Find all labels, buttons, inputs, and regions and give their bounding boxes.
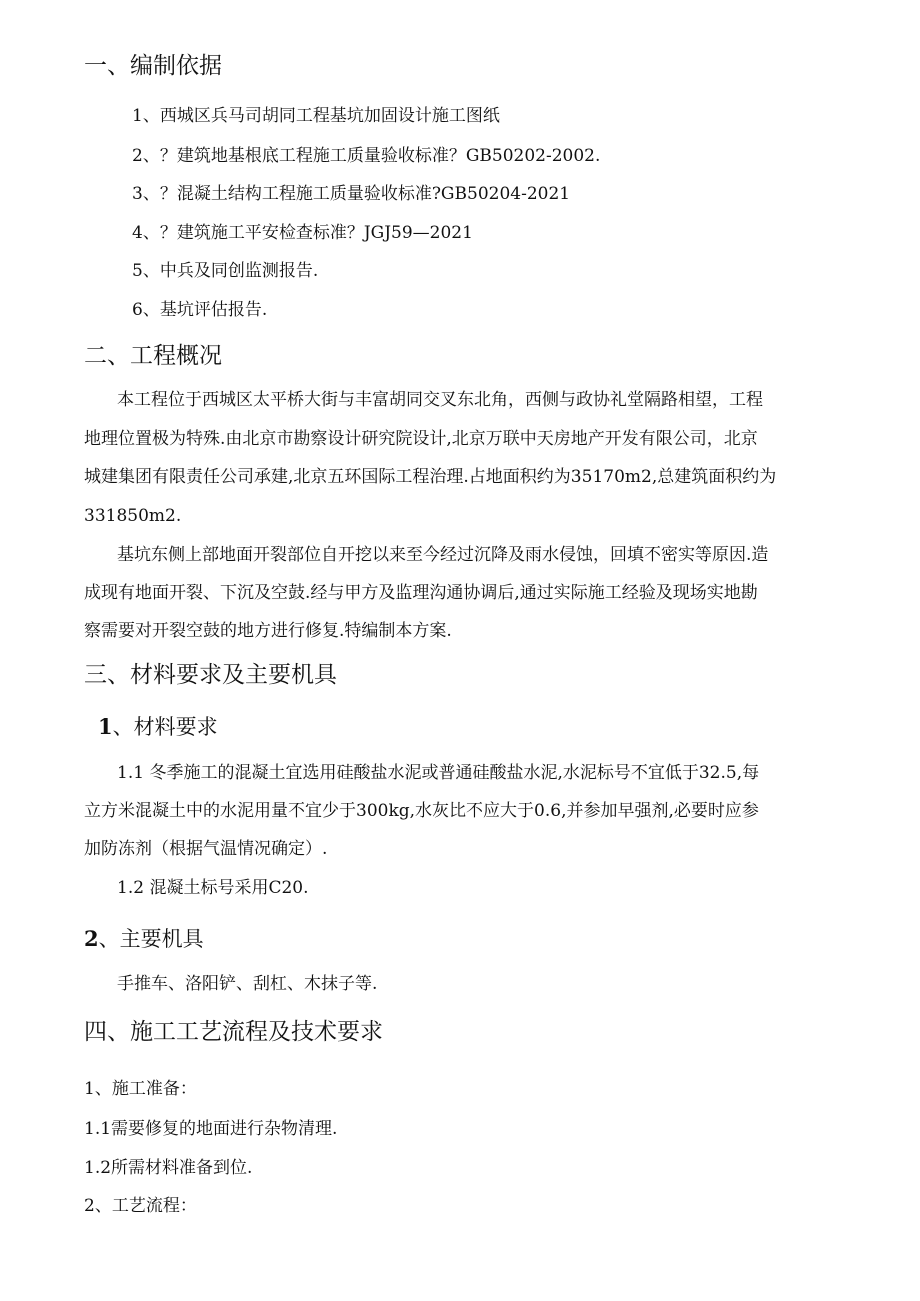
section-3-title: 三、材料要求及主要机具: [84, 662, 337, 688]
basis-item-3: 3、？混凝土结构工程施工质量验收标准?GB50204-2021: [132, 184, 571, 204]
overview-p1-line-1: 本工程位于西城区太平桥大街与丰富胡同交叉东北角，西侧与政协礼堂隔路相望，工程: [117, 390, 763, 410]
materials-p1-line-2: 立方米混凝土中的水泥用量不宜少于300kg,水灰比不应大于0.6,并参加早强剂,必要时应参: [84, 801, 759, 821]
basis-item-5: 5、中兵及同创监测报告.: [132, 261, 319, 281]
basis-item-4: 4、？建筑施工平安检查标准？JGJ59—2021: [132, 223, 473, 243]
process-line-4: 2、工艺流程：: [84, 1196, 197, 1216]
section-2-title: 二、工程概况: [84, 343, 222, 369]
section-1-title: 一、编制依据: [84, 53, 222, 79]
subsection-materials-number: 1: [98, 714, 113, 739]
tools-list: 手推车、洛阳铲、刮杠、木抹子等.: [117, 974, 378, 994]
subsection-materials-title: [98, 716, 218, 738]
overview-p2-line-1: 基坑东侧上部地面开裂部位自开挖以来至今经过沉降及雨水侵蚀，回填不密实等原因.造: [117, 545, 769, 565]
subsection-tools-title: [84, 928, 204, 950]
overview-p1-line-4: 331850m2.: [84, 506, 182, 526]
process-line-2: 1.1需要修复的地面进行杂物清理.: [84, 1119, 338, 1139]
basis-item-6: 6、基坑评估报告.: [132, 300, 268, 320]
overview-p1-line-3: 城建集团有限责任公司承建,北京五环国际工程治理.占地面积约为35170m2,总建筑面积约为: [84, 467, 777, 487]
materials-p1-line-1: 1.1 冬季施工的混凝土宜选用硅酸盐水泥或普通硅酸盐水泥,水泥标号不宜低于32.5,每: [117, 763, 760, 783]
materials-p1-line-3: 加防冻剂（根据气温情况确定）.: [84, 839, 328, 859]
process-line-3: 1.2所需材料准备到位.: [84, 1158, 253, 1178]
basis-item-1: 1、西城区兵马司胡同工程基坑加固设计施工图纸: [132, 106, 500, 126]
overview-p2-line-2: 成现有地面开裂、下沉及空鼓.经与甲方及监理沟通协调后,通过实际施工经验及现场实地勘: [84, 583, 758, 603]
basis-item-2: 2、？建筑地基根底工程施工质量验收标准？GB50202-2002.: [132, 146, 601, 166]
process-line-1: 1、施工准备：: [84, 1079, 197, 1099]
subsection-tools-number: 2: [84, 926, 99, 951]
section-4-title: 四、施工工艺流程及技术要求: [84, 1019, 383, 1045]
overview-p2-line-3: 察需要对开裂空鼓的地方进行修复.特编制本方案.: [84, 621, 452, 641]
materials-p2: 1.2 混凝土标号采用C20.: [117, 878, 309, 898]
overview-p1-line-2: 地理位置极为特殊.由北京市勘察设计研究院设计,北京万联中天房地产开发有限公司，北京: [84, 429, 758, 449]
subsection-tools-label: 、主要机具: [98, 927, 204, 951]
subsection-materials-label: 、材料要求: [112, 715, 218, 739]
